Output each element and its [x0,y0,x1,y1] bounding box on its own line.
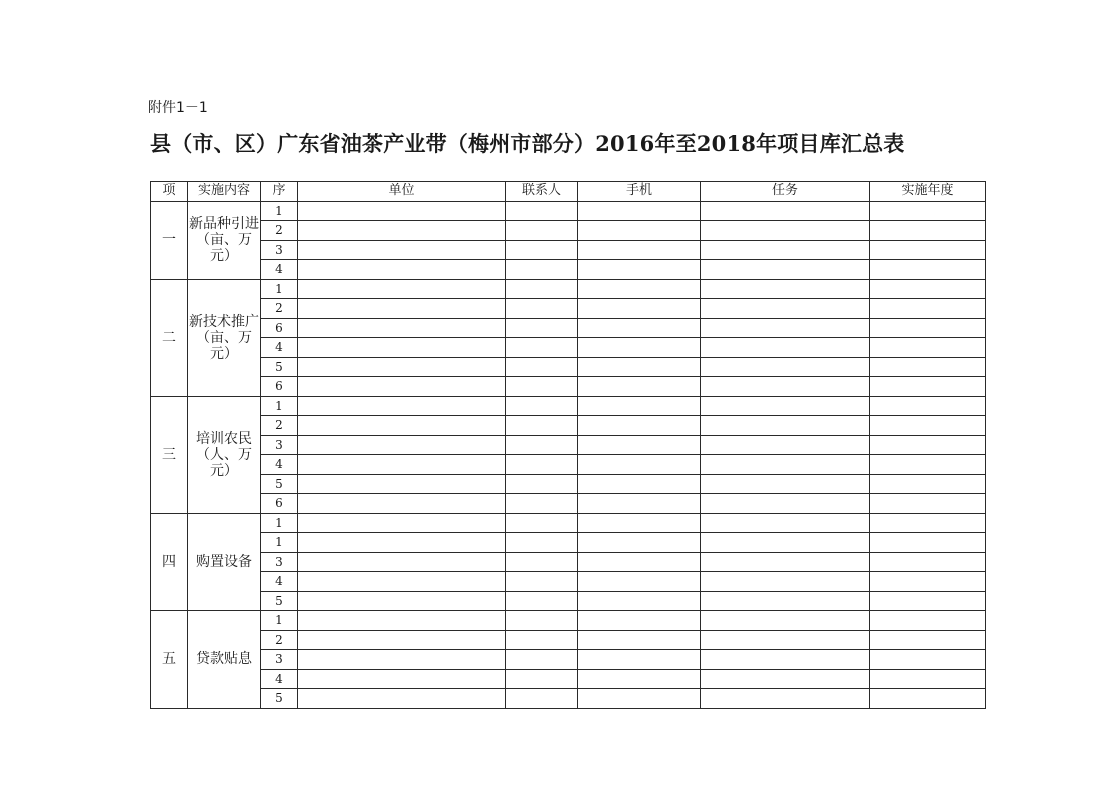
task-cell[interactable] [701,513,870,533]
task-cell[interactable] [701,357,870,377]
contact-cell[interactable] [506,513,578,533]
table-row [151,416,986,436]
table-row [151,533,986,553]
task-cell[interactable] [701,221,870,241]
unit-cell[interactable] [298,435,506,455]
row-number: 4 [261,572,298,592]
unit-cell[interactable] [298,591,506,611]
unit-cell[interactable] [298,552,506,572]
row-number: 1 [261,513,298,533]
category-number: 四 [151,513,188,611]
phone-cell[interactable] [578,630,701,650]
row-number: 3 [261,552,298,572]
phone-cell[interactable] [578,669,701,689]
phone-cell[interactable] [578,533,701,553]
task-cell[interactable] [701,455,870,475]
table-row [151,299,986,319]
table-row [151,357,986,377]
unit-cell[interactable] [298,474,506,494]
row-number: 4 [261,455,298,475]
year-cell[interactable] [870,318,986,338]
phone-cell[interactable] [578,650,701,670]
phone-cell[interactable] [578,357,701,377]
table-row [151,435,986,455]
unit-cell[interactable] [298,299,506,319]
category-content: 贷款贴息 [188,611,261,709]
row-number: 5 [261,357,298,377]
table-row [151,260,986,280]
unit-cell[interactable] [298,572,506,592]
table-row [151,240,986,260]
contact-cell[interactable] [506,591,578,611]
contact-cell[interactable] [506,299,578,319]
phone-cell[interactable] [578,299,701,319]
row-number: 2 [261,299,298,319]
contact-cell[interactable] [506,201,578,221]
task-cell[interactable] [701,338,870,358]
year-cell[interactable] [870,591,986,611]
row-number: 1 [261,201,298,221]
phone-cell[interactable] [578,279,701,299]
contact-cell[interactable] [506,377,578,397]
phone-cell[interactable] [578,240,701,260]
category-number: 五 [151,611,188,709]
row-number: 2 [261,221,298,241]
contact-cell[interactable] [506,474,578,494]
unit-cell[interactable] [298,396,506,416]
row-number: 1 [261,279,298,299]
task-cell[interactable] [701,591,870,611]
row-number: 6 [261,494,298,514]
category-content: 购置设备 [188,513,261,611]
project-summary-table [150,181,986,709]
task-cell[interactable] [701,689,870,709]
task-cell[interactable] [701,494,870,514]
row-number: 3 [261,435,298,455]
task-cell[interactable] [701,260,870,280]
contact-cell[interactable] [506,494,578,514]
table-row [151,611,986,631]
year-cell[interactable] [870,533,986,553]
task-cell[interactable] [701,474,870,494]
table-row [151,669,986,689]
year-cell[interactable] [870,396,986,416]
table-row [151,338,986,358]
year-cell[interactable] [870,338,986,358]
row-number: 4 [261,669,298,689]
row-number: 2 [261,416,298,436]
contact-cell[interactable] [506,279,578,299]
row-number: 5 [261,591,298,611]
year-cell[interactable] [870,299,986,319]
phone-cell[interactable] [578,377,701,397]
year-cell[interactable] [870,279,986,299]
contact-cell[interactable] [506,435,578,455]
unit-cell[interactable] [298,533,506,553]
contact-cell[interactable] [506,650,578,670]
task-cell[interactable] [701,572,870,592]
table-row [151,494,986,514]
unit-cell[interactable] [298,630,506,650]
header-phone: 手机 [578,182,701,202]
row-number: 1 [261,396,298,416]
unit-cell[interactable] [298,201,506,221]
year-cell[interactable] [870,650,986,670]
phone-cell[interactable] [578,455,701,475]
contact-cell[interactable] [506,396,578,416]
task-cell[interactable] [701,416,870,436]
unit-cell[interactable] [298,279,506,299]
task-cell[interactable] [701,669,870,689]
unit-cell[interactable] [298,260,506,280]
phone-cell[interactable] [578,396,701,416]
phone-cell[interactable] [578,513,701,533]
row-number: 1 [261,533,298,553]
task-cell[interactable] [701,299,870,319]
task-cell[interactable] [701,611,870,631]
year-cell[interactable] [870,669,986,689]
row-number: 5 [261,689,298,709]
unit-cell[interactable] [298,357,506,377]
task-cell[interactable] [701,377,870,397]
contact-cell[interactable] [506,611,578,631]
contact-cell[interactable] [506,630,578,650]
contact-cell[interactable] [506,669,578,689]
contact-cell[interactable] [506,533,578,553]
table-row [151,396,986,416]
task-cell[interactable] [701,552,870,572]
year-cell[interactable] [870,630,986,650]
year-cell[interactable] [870,455,986,475]
table-row [151,513,986,533]
unit-cell[interactable] [298,513,506,533]
contact-cell[interactable] [506,240,578,260]
unit-cell[interactable] [298,338,506,358]
row-number: 4 [261,260,298,280]
table-row [151,377,986,397]
unit-cell[interactable] [298,416,506,436]
task-cell[interactable] [701,279,870,299]
unit-cell[interactable] [298,669,506,689]
header-year: 实施年度 [870,182,986,202]
task-cell[interactable] [701,533,870,553]
year-cell[interactable] [870,513,986,533]
contact-cell[interactable] [506,338,578,358]
contact-cell[interactable] [506,318,578,338]
table-row [151,318,986,338]
year-cell[interactable] [870,201,986,221]
unit-cell[interactable] [298,650,506,670]
unit-cell[interactable] [298,611,506,631]
unit-cell[interactable] [298,221,506,241]
phone-cell[interactable] [578,260,701,280]
header-unit: 单位 [298,182,506,202]
year-cell[interactable] [870,260,986,280]
contact-cell[interactable] [506,221,578,241]
row-number: 5 [261,474,298,494]
table-row [151,221,986,241]
table-row [151,689,986,709]
row-number: 6 [261,377,298,397]
table-row [151,630,986,650]
phone-cell[interactable] [578,221,701,241]
row-number: 6 [261,318,298,338]
unit-cell[interactable] [298,377,506,397]
attachment-label: 附件1－1 [148,100,208,116]
table-row [151,455,986,475]
contact-cell[interactable] [506,260,578,280]
row-number: 3 [261,650,298,670]
task-cell[interactable] [701,630,870,650]
table-row [151,650,986,670]
category-number: 三 [151,396,188,513]
year-cell[interactable] [870,435,986,455]
contact-cell[interactable] [506,357,578,377]
phone-cell[interactable] [578,201,701,221]
task-cell[interactable] [701,201,870,221]
row-number: 4 [261,338,298,358]
table-row [151,552,986,572]
contact-cell[interactable] [506,572,578,592]
year-cell[interactable] [870,572,986,592]
task-cell[interactable] [701,318,870,338]
category-content: 新品种引进（亩、万元） [188,201,261,279]
header-task: 任务 [701,182,870,202]
unit-cell[interactable] [298,494,506,514]
row-number: 3 [261,240,298,260]
year-cell[interactable] [870,494,986,514]
table-row [151,572,986,592]
phone-cell[interactable] [578,572,701,592]
year-cell[interactable] [870,221,986,241]
table-row [151,201,986,221]
contact-cell[interactable] [506,552,578,572]
table-body [151,201,986,708]
header-content: 实施内容 [188,182,261,202]
row-number: 2 [261,630,298,650]
phone-cell[interactable] [578,435,701,455]
phone-cell[interactable] [578,591,701,611]
category-number: 一 [151,201,188,279]
header-seq: 序 [261,182,298,202]
year-cell[interactable] [870,377,986,397]
task-cell[interactable] [701,396,870,416]
category-number: 二 [151,279,188,396]
phone-cell[interactable] [578,318,701,338]
unit-cell[interactable] [298,689,506,709]
row-number: 1 [261,611,298,631]
task-cell[interactable] [701,240,870,260]
unit-cell[interactable] [298,318,506,338]
task-cell[interactable] [701,435,870,455]
header-row [151,182,986,202]
header-item: 项 [151,182,188,202]
phone-cell[interactable] [578,611,701,631]
phone-cell[interactable] [578,552,701,572]
phone-cell[interactable] [578,338,701,358]
table-row [151,474,986,494]
year-cell[interactable] [870,240,986,260]
phone-cell[interactable] [578,416,701,436]
phone-cell[interactable] [578,494,701,514]
contact-cell[interactable] [506,455,578,475]
year-cell[interactable] [870,689,986,709]
category-content: 新技术推广（亩、万元） [188,279,261,396]
unit-cell[interactable] [298,240,506,260]
unit-cell[interactable] [298,455,506,475]
page-title: 县（市、区）广东省油茶产业带（梅州市部分）2016年至2018年项目库汇总表 [150,131,905,156]
year-cell[interactable] [870,552,986,572]
year-cell[interactable] [870,416,986,436]
phone-cell[interactable] [578,689,701,709]
year-cell[interactable] [870,611,986,631]
contact-cell[interactable] [506,416,578,436]
phone-cell[interactable] [578,474,701,494]
year-cell[interactable] [870,357,986,377]
task-cell[interactable] [701,650,870,670]
table-row [151,591,986,611]
contact-cell[interactable] [506,689,578,709]
year-cell[interactable] [870,474,986,494]
header-contact: 联系人 [506,182,578,202]
category-content: 培训农民（人、万元） [188,396,261,513]
table-row [151,279,986,299]
